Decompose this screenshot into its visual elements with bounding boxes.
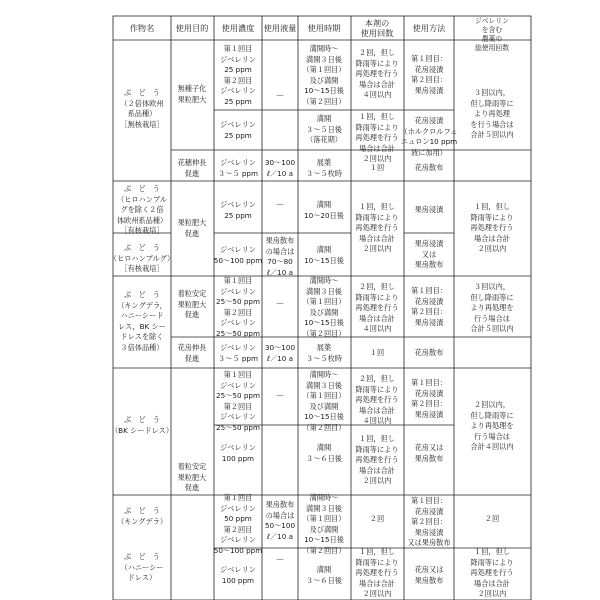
volume-cell: 30～100 ℓ／10 a [264, 158, 296, 178]
use-count-cell: １回 [369, 163, 385, 172]
crop-cell: ぶ ど う （ヒロハンブルグ） ［有核栽培］ [109, 243, 175, 274]
timing-cell: 満開 10～20日後 [304, 200, 344, 220]
header-use-count: 本剤の 使用回数 [360, 18, 394, 38]
method-cell: 第１回目： 花房浸漬 第２回目： 果房浸漬 又は果房散布 [407, 496, 451, 548]
concentration-cell: 第１回目 ジベレリン 25 ppm 第２回目 ジベレリン 25 ppm [220, 44, 256, 106]
concentration-cell: ジベレリン ３～５ ppm [218, 158, 258, 178]
use-count-cell: １回，但し 降雨等により 再処理を行う 場合は合計 ２回以内 [355, 112, 399, 164]
concentration-cell: ジベレリン 100 ppm [220, 565, 256, 585]
timing-cell: 満開 10～15日後 [304, 245, 344, 265]
timing-cell: 満開時～ 満開３日後 （第１回目） 及び満開 10～15日後 （第２回目） [302, 370, 346, 432]
volume-cell: － [275, 201, 285, 211]
total-count-cell: ２回 [484, 514, 500, 523]
header-crop: 作物名 [129, 23, 155, 33]
crop-cell: ぶ ど う （ヒロハンブル グを除く２倍 体欧州系品種） ［有核栽培］ [116, 184, 168, 236]
volume-cell: － [275, 392, 285, 402]
crop-cell: ぶ ど う （BK シードレス） [110, 415, 174, 435]
use-count-cell: １回，但し 降雨等により 再処理を行う 場合は合計 ２回以内 [355, 202, 399, 254]
concentration-cell: ジベレリン 50～100 ppm [213, 245, 263, 265]
use-count-cell: ２回，但し 降雨等により 再処理を行う 場合は合計 ４回以内 [355, 374, 399, 426]
timing-cell: 満開時～ 満開３日後 （第１回目） 及び満開 10～15日後 （第２回目） [302, 276, 346, 338]
volume-cell: 果房散布 の場合は 50～100 ℓ／10 a [264, 500, 296, 541]
method-cell: 果房浸漬 又は 果房散布 [414, 239, 444, 270]
use-count-cell: １回，但し 降雨等により 再処理を行う 場合は合計 ２回以内 [355, 547, 399, 599]
timing-cell: 満開 ３～５日後 （落花期） [306, 114, 342, 145]
concentration-cell: ジベレリン ３～５ ppm [218, 343, 258, 363]
timing-cell: 満開 ３～６日後 [306, 565, 342, 585]
header-purpose: 使用目的 [175, 23, 209, 33]
volume-cell: 30～100 ℓ／10 a [264, 343, 296, 363]
volume-cell: － [275, 300, 285, 310]
method-cell: 花房浸漬 （ホルクロルフェ ニュロン10 ppm 液に加用） [400, 116, 458, 157]
header-volume: 使用液量 [263, 23, 297, 33]
header-total-count: ジベレリン を含む 農薬の 総使用回数 [475, 17, 509, 52]
purpose-cell: 着粒安定 果粒肥大 促進 [177, 289, 207, 320]
use-count-cell: ２回，但し 降雨等により 再処理を行う 場合は合計 ４回以内 [355, 282, 399, 334]
timing-cell: 展葉 ３～５枚時 [306, 343, 342, 363]
concentration-cell: 第１回目 ジベレリン 25～50 ppm 第２回目 ジベレリン 25～50 ppm [216, 370, 260, 432]
volume-cell: － [275, 556, 285, 566]
method-cell: 第１回目： 花房浸漬 第２回目： 果房浸漬 [411, 378, 447, 419]
purpose-cell: 花穂伸長 促進 [177, 158, 207, 178]
total-count-cell: ２回以内， 但し降雨等に より再処理を 行う場合は 合計４回以内 [470, 400, 514, 452]
method-cell: 果房浸漬 [414, 205, 444, 214]
use-count-cell: １回，但し 降雨等により 再処理を行う 場合は合計 ２回以内 [355, 434, 399, 486]
total-count-cell: １回，但し 降雨等により 再処理を行う 場合は合計 ２回以内 [470, 202, 514, 254]
purpose-cell: 無種子化 果粒肥大 [177, 84, 207, 104]
crop-cell: ぶ ど う （キングデラ， ハニーシード レス，BK シー ドレスを除く ３倍体品種） [117, 290, 167, 352]
use-count-cell: ２回，但し 降雨等により 再処理を行う 場合は合計 ４回以内 [355, 48, 399, 100]
concentration-cell: 第１回目 ジベレリン 25～50 ppm 第２回目 ジベレリン 25～50 ppm [216, 276, 260, 338]
purpose-cell: 着粒安定 果粒肥大 促進 [177, 462, 207, 493]
concentration-cell: 第１回目 ジベレリン 50 ppm 第２回目 ジベレリン 50～100 ppm [213, 493, 263, 555]
total-count-cell: １回，但し 降雨等により 再処理を行う 場合は合計 ２回以内 [470, 547, 514, 599]
purpose-cell: 果粒肥大 促進 [177, 218, 207, 238]
timing-cell: 展葉 ３～５枚時 [306, 158, 342, 178]
volume-cell: － [275, 92, 285, 102]
concentration-cell: ジベレリン 100 ppm [220, 443, 256, 463]
method-cell: 花房又は 果房散布 [414, 565, 444, 585]
total-count-cell: ３回以内， 但し降雨等に より再処理を 行う場合は 合計５回以内 [470, 282, 514, 334]
use-count-cell: ２回 [369, 514, 385, 523]
header-timing: 使用時期 [307, 23, 341, 33]
method-cell: 第１回目： 花房浸漬 第２回目： 果房浸漬 [411, 286, 447, 327]
header-method: 使用方法 [412, 23, 446, 33]
method-cell: 花房又は 果房散布 [414, 443, 444, 463]
concentration-cell: ジベレリン 25 ppm [220, 200, 256, 220]
timing-cell: 満開 ３～６日後 [306, 443, 342, 463]
timing-cell: 満開時～ 満開３日後 （第１回目） 及び満開 10～15日後 （第２回目） [302, 44, 346, 106]
concentration-cell: ジベレリン 25 ppm [220, 120, 256, 140]
method-cell: 花房散布 [414, 348, 444, 357]
total-count-cell: ３回以内， 但し降雨等に より再処理 を行う場合は 合計５回以内 [470, 88, 514, 140]
crop-cell: ぶ ど う （ハニーシー ドレス） [120, 552, 164, 583]
purpose-cell: 花房伸長 促進 [177, 343, 207, 363]
header-concentration: 使用濃度 [221, 23, 255, 33]
method-cell: 第１回目： 花房浸漬 第２回目： 果房浸漬 [411, 54, 447, 95]
use-count-cell: １回 [369, 348, 385, 357]
crop-cell: ぶ ど う （２倍体欧州 系品種） ［無核栽培］ [120, 88, 164, 129]
method-cell: 花房散布 [414, 163, 444, 172]
timing-cell: 満開時～ 満開３日後 （第１回目） 及び満開 10～15日後 （第２回目） [302, 493, 346, 555]
volume-cell: 果房散布 の場合は 70～80 ℓ／10 a [265, 236, 295, 277]
crop-cell: ぶ ど う （キングデラ） [116, 506, 168, 526]
